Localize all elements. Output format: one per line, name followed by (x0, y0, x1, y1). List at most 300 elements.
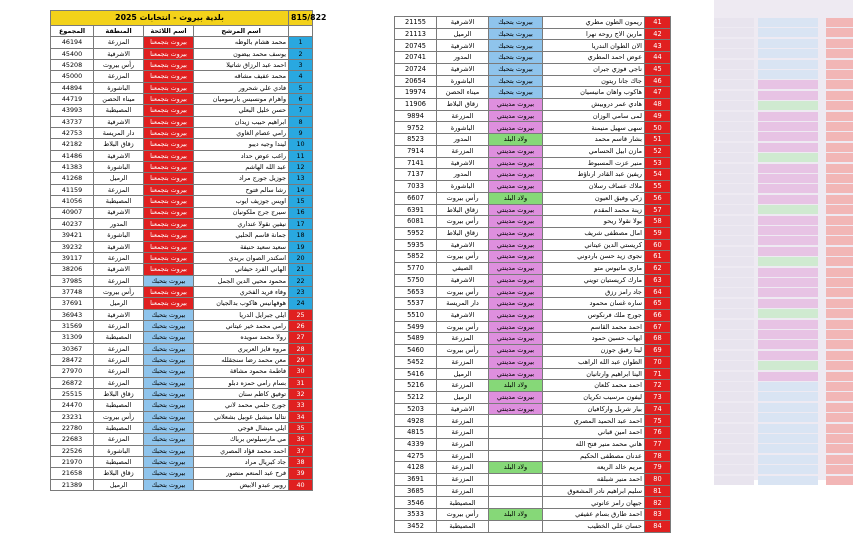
rank-number: 17 (289, 218, 313, 229)
vote-total: 42753 (51, 128, 94, 139)
list-name: بيروت بتجمعنا (144, 139, 194, 150)
candidate-name: جوزيل جورج مراد (194, 173, 289, 184)
area-name: زقاق البلاط (94, 389, 144, 400)
vote-total: 5416 (395, 368, 437, 380)
blurred-row (714, 330, 853, 339)
candidate-name: سليم ابراهيم نادر المشعوق (543, 485, 645, 497)
candidate-name: مريم خالد الريعه (543, 462, 645, 474)
table-row (51, 332, 313, 343)
rank-number: 59 (645, 227, 671, 239)
vote-total: 40907 (51, 207, 94, 218)
candidate-name: جاد رامز رزق (543, 286, 645, 298)
blurred-row (714, 174, 853, 183)
area-name: الاشرفية (94, 207, 144, 218)
vote-total: 43993 (51, 105, 94, 116)
rank-number: 77 (645, 438, 671, 450)
table-row (395, 333, 671, 345)
vote-total: 4928 (395, 415, 437, 427)
rank-number: 27 (289, 332, 313, 343)
candidate-name: فاطمة محمود مشاقة (194, 366, 289, 377)
table-row (395, 368, 671, 380)
rank-number: 56 (645, 192, 671, 204)
area-name: رأس بيروت (94, 286, 144, 297)
area-name: الاشرفية (94, 264, 144, 275)
rank-number: 30 (289, 366, 313, 377)
vote-total: 21155 (395, 17, 437, 29)
vote-total: 3452 (395, 520, 437, 532)
blurred-row (714, 424, 853, 433)
vote-total: 4275 (395, 450, 437, 462)
candidate-name: الينا ابراهيم وارتانيان (543, 368, 645, 380)
rank-number: 60 (645, 239, 671, 251)
candidate-name: بولا نقولا ريحو (543, 216, 645, 228)
area-name: الاشرفية (94, 116, 144, 127)
counter: 815/822 (289, 11, 313, 26)
area-name: زقاق البلاط (437, 204, 489, 216)
table-row (51, 457, 313, 468)
vote-total: 45400 (51, 48, 94, 59)
area-name: زقاق البلاط (437, 227, 489, 239)
candidate-name: احمد منير شبلقه (543, 474, 645, 486)
candidate-name: عوض احمد المطري (543, 52, 645, 64)
area-name: الرميل (94, 479, 144, 490)
list-name: بيروت مدينتي (489, 333, 543, 345)
candidate-name: ريمون الطون مطري (543, 17, 645, 29)
rank-number: 2 (289, 48, 313, 59)
table-row (395, 227, 671, 239)
rank-number: 7 (289, 105, 313, 116)
rank-number: 36 (289, 434, 313, 445)
list-name: بيروت مدينتي (489, 263, 543, 275)
list-name: بيروت بتحبك (144, 423, 194, 434)
blurred-row (714, 205, 853, 214)
area-name: الاشرفية (437, 274, 489, 286)
blurred-row (714, 299, 853, 308)
table-row (395, 462, 671, 474)
blurred-row (714, 195, 853, 204)
rank-number: 22 (289, 275, 313, 286)
candidate-name: هادي عمر دروبيش (543, 99, 645, 111)
list-name: بيروت بتجمعنا (144, 37, 194, 48)
area-name: المزرعة (437, 110, 489, 122)
area-name: الاشرفية (94, 309, 144, 320)
blurred-row (714, 143, 853, 152)
rank-number: 45 (645, 63, 671, 75)
candidate-name: محمد هشام بالوظه (194, 37, 289, 48)
header-total: المجموع (51, 26, 94, 37)
results-table-middle (394, 16, 671, 533)
candidate-name: ليفون مرسيب تكريان (543, 392, 645, 404)
rank-number: 8 (289, 116, 313, 127)
area-name: المزرعة (94, 434, 144, 445)
candidate-name: بيار شربل واركافيان (543, 403, 645, 415)
candidate-name: فادي علي شحرور (194, 82, 289, 93)
table-row (51, 445, 313, 456)
rank-number: 19 (289, 241, 313, 252)
vote-total: 30367 (51, 343, 94, 354)
list-name: بيروت بتجمعنا (144, 71, 194, 82)
list-name: بيروت بتجمعنا (144, 150, 194, 161)
table-row (395, 251, 671, 263)
area-name: رأس بيروت (437, 286, 489, 298)
list-name: بيروت بتجمعنا (144, 207, 194, 218)
candidate-name: مازن ابيل الحسامي (543, 145, 645, 157)
table-row (51, 320, 313, 331)
list-name: بيروت بتجمعنا (144, 105, 194, 116)
table-row (395, 134, 671, 146)
list-name: بيروت بتحبك (144, 320, 194, 331)
rank-number: 16 (289, 207, 313, 218)
rank-number: 68 (645, 333, 671, 345)
table-row (395, 509, 671, 521)
rank-number: 41 (645, 17, 671, 29)
list-name: بيروت مدينتي (489, 122, 543, 134)
blurred-row (714, 340, 853, 349)
area-name: الصيفي (437, 263, 489, 275)
area-name: الرميل (437, 392, 489, 404)
candidate-name: سعيد سعيد حنيفة (194, 241, 289, 252)
list-name: بيروت بتجمعنا (144, 48, 194, 59)
table-row (51, 196, 313, 207)
candidate-name: امال مصطفى شريف (543, 227, 645, 239)
area-name: الرميل (437, 368, 489, 380)
list-name (489, 427, 543, 439)
area-name: المزرعة (437, 474, 489, 486)
rank-number: 47 (645, 87, 671, 99)
area-name: الاشرفية (437, 63, 489, 75)
blurred-row (714, 216, 853, 225)
table-row (395, 520, 671, 532)
vote-total: 11906 (395, 99, 437, 111)
rank-number: 35 (289, 423, 313, 434)
vote-total: 19974 (395, 87, 437, 99)
vote-total: 20741 (395, 52, 437, 64)
blurred-row (714, 403, 853, 412)
list-name: بيروت بتجمعنا (144, 252, 194, 263)
vote-total: 5952 (395, 227, 437, 239)
area-name: المزرعة (94, 184, 144, 195)
list-name: بيروت بتحبك (489, 52, 543, 64)
table-row (395, 157, 671, 169)
candidate-name: سيرج جرج ملكونيان (194, 207, 289, 218)
rank-number: 18 (289, 230, 313, 241)
rank-number: 70 (645, 356, 671, 368)
list-name: بيروت مدينتي (489, 345, 543, 357)
candidate-name: مارك كريستيان تويني (543, 274, 645, 286)
vote-total: 37748 (51, 286, 94, 297)
vote-total: 9894 (395, 110, 437, 122)
area-name: رأس بيروت (94, 411, 144, 422)
table-row (395, 52, 671, 64)
area-name: المزرعة (94, 343, 144, 354)
table-row (395, 345, 671, 357)
table-row (51, 377, 313, 388)
candidate-name: جورج ملك فرنكوس (543, 309, 645, 321)
table-row (51, 389, 313, 400)
list-name: بيروت بتحبك (489, 28, 543, 40)
vote-total: 22526 (51, 445, 94, 456)
blurred-row (714, 18, 853, 27)
list-name: بيروت بتجمعنا (144, 82, 194, 93)
list-name: بيروت مدينتي (489, 99, 543, 111)
area-name: الباشورة (94, 82, 144, 93)
table-row (395, 380, 671, 392)
blurred-row (714, 49, 853, 58)
area-name: المزرعة (437, 450, 489, 462)
vote-total: 5203 (395, 403, 437, 415)
vote-total: 20745 (395, 40, 437, 52)
vote-total: 41056 (51, 196, 94, 207)
rank-number: 3 (289, 60, 313, 71)
table-row (51, 128, 313, 139)
table-row (51, 366, 313, 377)
table-row (395, 497, 671, 509)
candidate-name: احمد محمد القاسم (543, 321, 645, 333)
table-row (395, 145, 671, 157)
rank-number: 72 (645, 380, 671, 392)
list-name: بيروت مدينتي (489, 298, 543, 310)
rank-number: 44 (645, 52, 671, 64)
list-name: بيروت بتحبك (144, 445, 194, 456)
list-name: ولاد البلد (489, 380, 543, 392)
table-row (51, 468, 313, 479)
list-name: ولاد البلد (489, 192, 543, 204)
list-name: بيروت بتجمعنا (144, 94, 194, 105)
table-row (51, 354, 313, 365)
vote-total: 27970 (51, 366, 94, 377)
blurred-row (714, 351, 853, 360)
area-name: المصيطبة (94, 332, 144, 343)
vote-total: 44894 (51, 82, 94, 93)
list-name: بيروت بتجمعنا (144, 230, 194, 241)
list-name: بيروت بتحبك (144, 389, 194, 400)
candidate-name: الهاني الفرد حيفاني (194, 264, 289, 275)
candidate-name: سهى سهيل منيمنة (543, 122, 645, 134)
candidate-name: معن محمد رضا سنجقلله (194, 354, 289, 365)
table-row (51, 173, 313, 184)
rank-number: 69 (645, 345, 671, 357)
area-name: المزرعة (94, 275, 144, 286)
list-name: بيروت بتحبك (144, 366, 194, 377)
vote-total: 25515 (51, 389, 94, 400)
blurred-row (714, 372, 853, 381)
candidate-name: رشا سالم فتوح (194, 184, 289, 195)
vote-total: 45000 (51, 71, 94, 82)
blurred-row (714, 184, 853, 193)
rank-number: 25 (289, 309, 313, 320)
table-row (395, 169, 671, 181)
rank-number: 39 (289, 468, 313, 479)
list-name: بيروت بتحبك (144, 479, 194, 490)
list-name (489, 438, 543, 450)
rank-number: 54 (645, 169, 671, 181)
vote-total: 21970 (51, 457, 94, 468)
vote-total: 20654 (395, 75, 437, 87)
rank-number: 62 (645, 263, 671, 275)
vote-total: 5653 (395, 286, 437, 298)
candidate-name: رولا محمد سويده (194, 332, 289, 343)
area-name: المزرعة (94, 37, 144, 48)
vote-total: 44719 (51, 94, 94, 105)
list-name: بيروت مدينتي (489, 392, 543, 404)
blurred-row (714, 122, 853, 131)
area-name: رأس بيروت (437, 509, 489, 521)
rank-number: 73 (645, 392, 671, 404)
table-row (51, 286, 313, 297)
blurred-row (714, 476, 853, 485)
list-name: بيروت بتجمعنا (144, 298, 194, 309)
vote-total: 5452 (395, 356, 437, 368)
results-table-left (50, 10, 327, 491)
list-name: بيروت بتحبك (144, 434, 194, 445)
vote-total: 40237 (51, 218, 94, 229)
area-name: المدور (94, 218, 144, 229)
rank-number: 74 (645, 403, 671, 415)
table-row (395, 450, 671, 462)
table-row (51, 252, 313, 263)
table-row (51, 162, 313, 173)
list-name: بيروت مدينتي (489, 227, 543, 239)
area-name: الباشورة (437, 181, 489, 193)
candidate-name: يوسف محمد بيضون (194, 48, 289, 59)
table-row (395, 438, 671, 450)
table-row (51, 94, 313, 105)
table-row (395, 321, 671, 333)
list-name (489, 485, 543, 497)
list-name: بيروت مدينتي (489, 169, 543, 181)
blurred-row (714, 247, 853, 256)
area-name: المزرعة (94, 71, 144, 82)
area-name: المزرعة (94, 252, 144, 263)
candidate-name: ايهاب حسين حمود (543, 333, 645, 345)
rank-number: 26 (289, 320, 313, 331)
candidate-name: احمد طارق بسام عفيفي (543, 509, 645, 521)
blurred-row (714, 226, 853, 235)
table-row (51, 60, 313, 71)
area-name: المزرعة (94, 377, 144, 388)
vote-total: 46194 (51, 37, 94, 48)
vote-total: 3546 (395, 497, 437, 509)
blurred-row (714, 28, 853, 37)
list-name: بيروت بتحبك (144, 343, 194, 354)
rank-number: 14 (289, 184, 313, 195)
table-row (51, 343, 313, 354)
blurred-row (714, 153, 853, 162)
table-row (395, 356, 671, 368)
list-name: بيروت مدينتي (489, 251, 543, 263)
vote-total: 41383 (51, 162, 94, 173)
rank-number: 33 (289, 400, 313, 411)
rank-number: 83 (645, 509, 671, 521)
blurred-row (714, 392, 853, 401)
vote-total: 41268 (51, 173, 94, 184)
vote-total: 6607 (395, 192, 437, 204)
table-row (51, 479, 313, 490)
rank-number: 28 (289, 343, 313, 354)
candidate-name: عبد الله الهاشم (194, 162, 289, 173)
vote-total: 39421 (51, 230, 94, 241)
area-name: المدور (437, 169, 489, 181)
rank-number: 29 (289, 354, 313, 365)
rank-number: 80 (645, 474, 671, 486)
rank-number: 34 (289, 411, 313, 422)
rank-number: 67 (645, 321, 671, 333)
candidate-name: راغب عوض حداد (194, 150, 289, 161)
list-name: بيروت بتحبك (489, 75, 543, 87)
candidate-name: محمود محيي الدين الجمل (194, 275, 289, 286)
area-name: رأس بيروت (94, 60, 144, 71)
rank-number: 64 (645, 286, 671, 298)
vote-total: 20724 (395, 63, 437, 75)
list-name: بيروت مدينتي (489, 274, 543, 286)
vote-total: 5489 (395, 333, 437, 345)
candidate-name: رامي عصام الغاوي (194, 128, 289, 139)
table-row (51, 275, 313, 286)
table-row (395, 28, 671, 40)
candidate-name: ليتا رفيق جوزن (543, 345, 645, 357)
candidate-name: جاد كبريال مراد (194, 457, 289, 468)
candidate-name: ليندا وجيه ديبو (194, 139, 289, 150)
table-row (395, 181, 671, 193)
vote-total: 5537 (395, 298, 437, 310)
table-row (395, 286, 671, 298)
header-area: المنطقة (94, 26, 144, 37)
candidate-name: هوفهانيس هاكوب بدالجيان (194, 298, 289, 309)
table-row (51, 37, 313, 48)
rank-number: 50 (645, 122, 671, 134)
blurred-row (714, 288, 853, 297)
area-name: المصيطبة (94, 400, 144, 411)
candidate-name: احمد امين قباني (543, 427, 645, 439)
area-name: الباشورة (94, 445, 144, 456)
candidate-name: احمد محمد فؤاد المصري (194, 445, 289, 456)
vote-total: 21389 (51, 479, 94, 490)
rank-number: 32 (289, 389, 313, 400)
list-name: بيروت بتحبك (144, 309, 194, 320)
candidate-name: ملاك عساف رسلان (543, 181, 645, 193)
vote-total: 23231 (51, 411, 94, 422)
rank-number: 1 (289, 37, 313, 48)
candidate-name: الطوان عبد الله الراهب (543, 356, 645, 368)
table-row (51, 105, 313, 116)
vote-total: 3691 (395, 474, 437, 486)
list-name: بيروت بتجمعنا (144, 128, 194, 139)
list-name: بيروت بتجمعنا (144, 241, 194, 252)
area-name: المزرعة (94, 320, 144, 331)
area-name: المزرعة (437, 356, 489, 368)
rank-number: 84 (645, 520, 671, 532)
area-name: المدور (437, 52, 489, 64)
list-name: بيروت بتحبك (489, 63, 543, 75)
candidate-name: لمى سامي الوزان (543, 110, 645, 122)
blurred-row (714, 132, 853, 141)
vote-total: 5852 (395, 251, 437, 263)
list-name (489, 450, 543, 462)
table-row (395, 474, 671, 486)
vote-total: 39232 (51, 241, 94, 252)
list-name: بيروت بتجمعنا (144, 196, 194, 207)
list-name: بيروت مدينتي (489, 403, 543, 415)
area-name: الباشورة (437, 122, 489, 134)
rank-number: 63 (645, 274, 671, 286)
candidate-name: الان الطوان الندريا (543, 40, 645, 52)
vote-total: 6391 (395, 204, 437, 216)
blurred-row (714, 91, 853, 100)
area-name: المصيطبة (94, 196, 144, 207)
candidate-name: هاني محمد منير فتح الله (543, 438, 645, 450)
rank-number: 5 (289, 82, 313, 93)
blurred-row (714, 257, 853, 266)
